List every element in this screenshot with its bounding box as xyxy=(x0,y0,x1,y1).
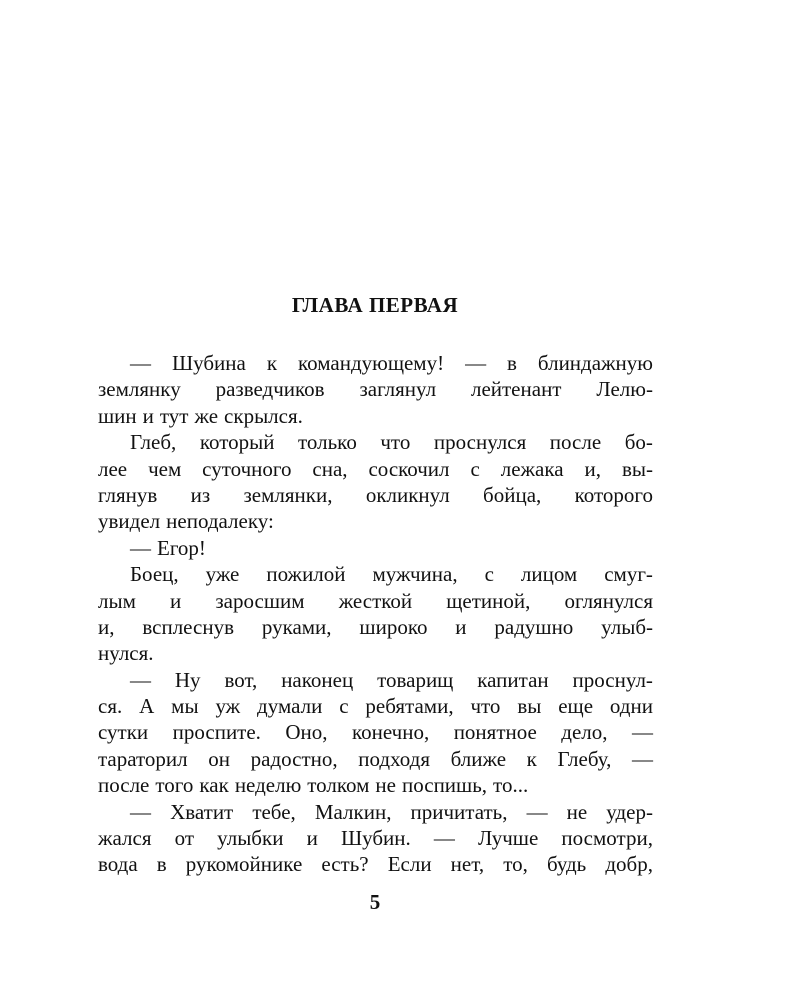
word: не xyxy=(375,773,396,798)
word: Малкин, xyxy=(314,799,392,824)
text-line xyxy=(98,508,653,534)
text-line xyxy=(98,535,653,561)
text-line xyxy=(98,376,653,402)
word: посмотри, xyxy=(561,826,653,851)
word: сна, xyxy=(312,456,348,481)
word: оглянулся xyxy=(564,588,653,613)
word: вы- xyxy=(621,456,653,481)
word: тут xyxy=(159,403,189,428)
word: лежака xyxy=(500,456,564,481)
word: с xyxy=(339,694,349,719)
text-line xyxy=(98,667,653,693)
text-line xyxy=(98,482,653,508)
word: дело, xyxy=(561,720,608,745)
word: Шубин. xyxy=(340,826,411,851)
text-line xyxy=(98,719,653,745)
word: к xyxy=(266,351,278,375)
word: толком xyxy=(307,773,370,798)
word: Лелю- xyxy=(596,377,653,402)
word: тараторил xyxy=(98,746,188,771)
page-number: 5 xyxy=(369,890,381,914)
word: ребятами, xyxy=(365,694,454,719)
word: который xyxy=(199,430,275,455)
text-line xyxy=(98,640,653,666)
word: ся. xyxy=(98,694,123,719)
word: Глеб, xyxy=(130,430,177,455)
word: бойца, xyxy=(483,482,542,507)
word: сутки xyxy=(98,720,149,745)
text-line xyxy=(98,403,653,429)
word: лым xyxy=(98,588,136,613)
word: мужчина, xyxy=(372,562,458,587)
word: улыбки xyxy=(217,826,284,851)
text-line xyxy=(98,772,653,798)
word: радостно, xyxy=(250,746,338,771)
text-line xyxy=(98,799,653,825)
word: наконец xyxy=(281,667,354,692)
word: А xyxy=(139,694,155,719)
word: что xyxy=(380,430,411,455)
word: товарищ xyxy=(377,667,454,692)
word: рукомойнике xyxy=(185,852,303,877)
word: как xyxy=(199,773,229,798)
word: проснул- xyxy=(572,667,653,692)
word: лее xyxy=(98,456,128,481)
word: — xyxy=(632,746,653,771)
text-line xyxy=(98,456,653,482)
word: конечно, xyxy=(352,720,430,745)
word: и xyxy=(142,403,154,428)
word: бо- xyxy=(624,430,653,455)
word: неделю xyxy=(234,773,302,798)
word: с xyxy=(470,456,480,481)
word: заглянул xyxy=(359,377,437,402)
word: — xyxy=(526,799,548,824)
word: пожилой xyxy=(266,562,346,587)
word: Хватит xyxy=(170,799,234,824)
word: шин xyxy=(98,403,137,428)
word: тебе, xyxy=(252,799,296,824)
word: к xyxy=(526,746,537,771)
word: нет, xyxy=(450,852,485,877)
word: думали xyxy=(257,694,323,719)
word: заросшим xyxy=(215,588,305,613)
word: командующему! xyxy=(298,351,445,375)
word: улыб- xyxy=(601,614,653,639)
word: руками, xyxy=(261,614,332,639)
word: землянки, xyxy=(243,482,333,507)
word: разведчиков xyxy=(215,377,325,402)
word: смуг- xyxy=(604,562,653,587)
word: — xyxy=(130,351,151,375)
text-line xyxy=(98,614,653,640)
word: не xyxy=(566,799,588,824)
word: которого xyxy=(574,482,653,507)
word: что xyxy=(470,694,501,719)
word: же xyxy=(194,403,219,428)
text-line xyxy=(98,429,653,455)
word: глянув xyxy=(98,482,158,507)
word: увидел xyxy=(98,509,161,534)
word: и xyxy=(170,588,182,613)
word: и xyxy=(455,614,467,639)
word: — xyxy=(465,351,487,375)
word: от xyxy=(174,826,195,851)
word: с xyxy=(484,562,494,587)
word: — xyxy=(130,667,151,692)
word: только xyxy=(298,430,357,455)
word: то... xyxy=(493,773,529,798)
word: поспишь, xyxy=(401,773,488,798)
word: причитать, xyxy=(410,799,508,824)
word: суточного xyxy=(202,456,292,481)
word: радушно xyxy=(494,614,574,639)
word: еще xyxy=(558,694,594,719)
word: будь xyxy=(546,852,587,877)
word: Глебу, xyxy=(557,746,612,771)
word: — xyxy=(631,720,653,745)
word: он xyxy=(208,746,231,771)
word: — xyxy=(130,535,151,560)
text-line xyxy=(98,693,653,719)
word: понятное xyxy=(453,720,537,745)
word: ближе xyxy=(450,746,507,771)
word: удер- xyxy=(606,799,653,824)
word: всплеснув xyxy=(142,614,234,639)
word: капитан xyxy=(477,667,549,692)
word: и, xyxy=(98,614,115,639)
word: есть? xyxy=(321,852,369,877)
body-text xyxy=(98,350,653,878)
word: щетиной, xyxy=(446,588,531,613)
word: из xyxy=(190,482,211,507)
text-line xyxy=(98,851,653,877)
word: широко xyxy=(359,614,428,639)
word: одни xyxy=(609,694,653,719)
word: вода xyxy=(98,852,138,877)
word: уж xyxy=(215,694,241,719)
word: Егор! xyxy=(157,535,206,560)
word: Ну xyxy=(174,667,201,692)
word: блиндажную xyxy=(537,351,653,375)
word: Шубина xyxy=(171,351,246,375)
word: скрылся. xyxy=(224,403,303,428)
word: добр, xyxy=(605,852,653,877)
word: — xyxy=(433,826,455,851)
word: землянку xyxy=(98,377,181,402)
word: мы xyxy=(171,694,199,719)
word: подходя xyxy=(358,746,431,771)
text-line xyxy=(98,746,653,772)
word: вы xyxy=(517,694,542,719)
word: после xyxy=(549,430,602,455)
word: лицом xyxy=(520,562,578,587)
word: — xyxy=(130,799,151,824)
word: после xyxy=(98,773,150,798)
word: Оно, xyxy=(285,720,328,745)
word: чем xyxy=(148,456,182,481)
word: окликнул xyxy=(365,482,450,507)
word: уже xyxy=(205,562,240,587)
word: и xyxy=(306,826,318,851)
word: проспите. xyxy=(172,720,261,745)
chapter-title: ГЛАВА ПЕРВАЯ xyxy=(291,293,459,317)
word: жесткой xyxy=(338,588,413,613)
text-line xyxy=(98,350,653,376)
word: лейтенант xyxy=(470,377,562,402)
word: то, xyxy=(503,852,528,877)
word: в xyxy=(156,852,167,877)
text-line xyxy=(98,825,653,851)
text-line xyxy=(98,588,653,614)
word: соскочил xyxy=(368,456,450,481)
word: Боец, xyxy=(130,562,179,587)
word: Если xyxy=(387,852,432,877)
word: вот, xyxy=(224,667,258,692)
word: проснулся xyxy=(433,430,527,455)
word: в xyxy=(507,351,517,375)
text-line xyxy=(98,561,653,587)
word: нулся. xyxy=(98,641,154,666)
word: жался xyxy=(98,826,152,851)
word: неподалеку: xyxy=(166,509,274,534)
word: Лучше xyxy=(478,826,539,851)
word: и, xyxy=(584,456,602,481)
word: того xyxy=(155,773,194,798)
